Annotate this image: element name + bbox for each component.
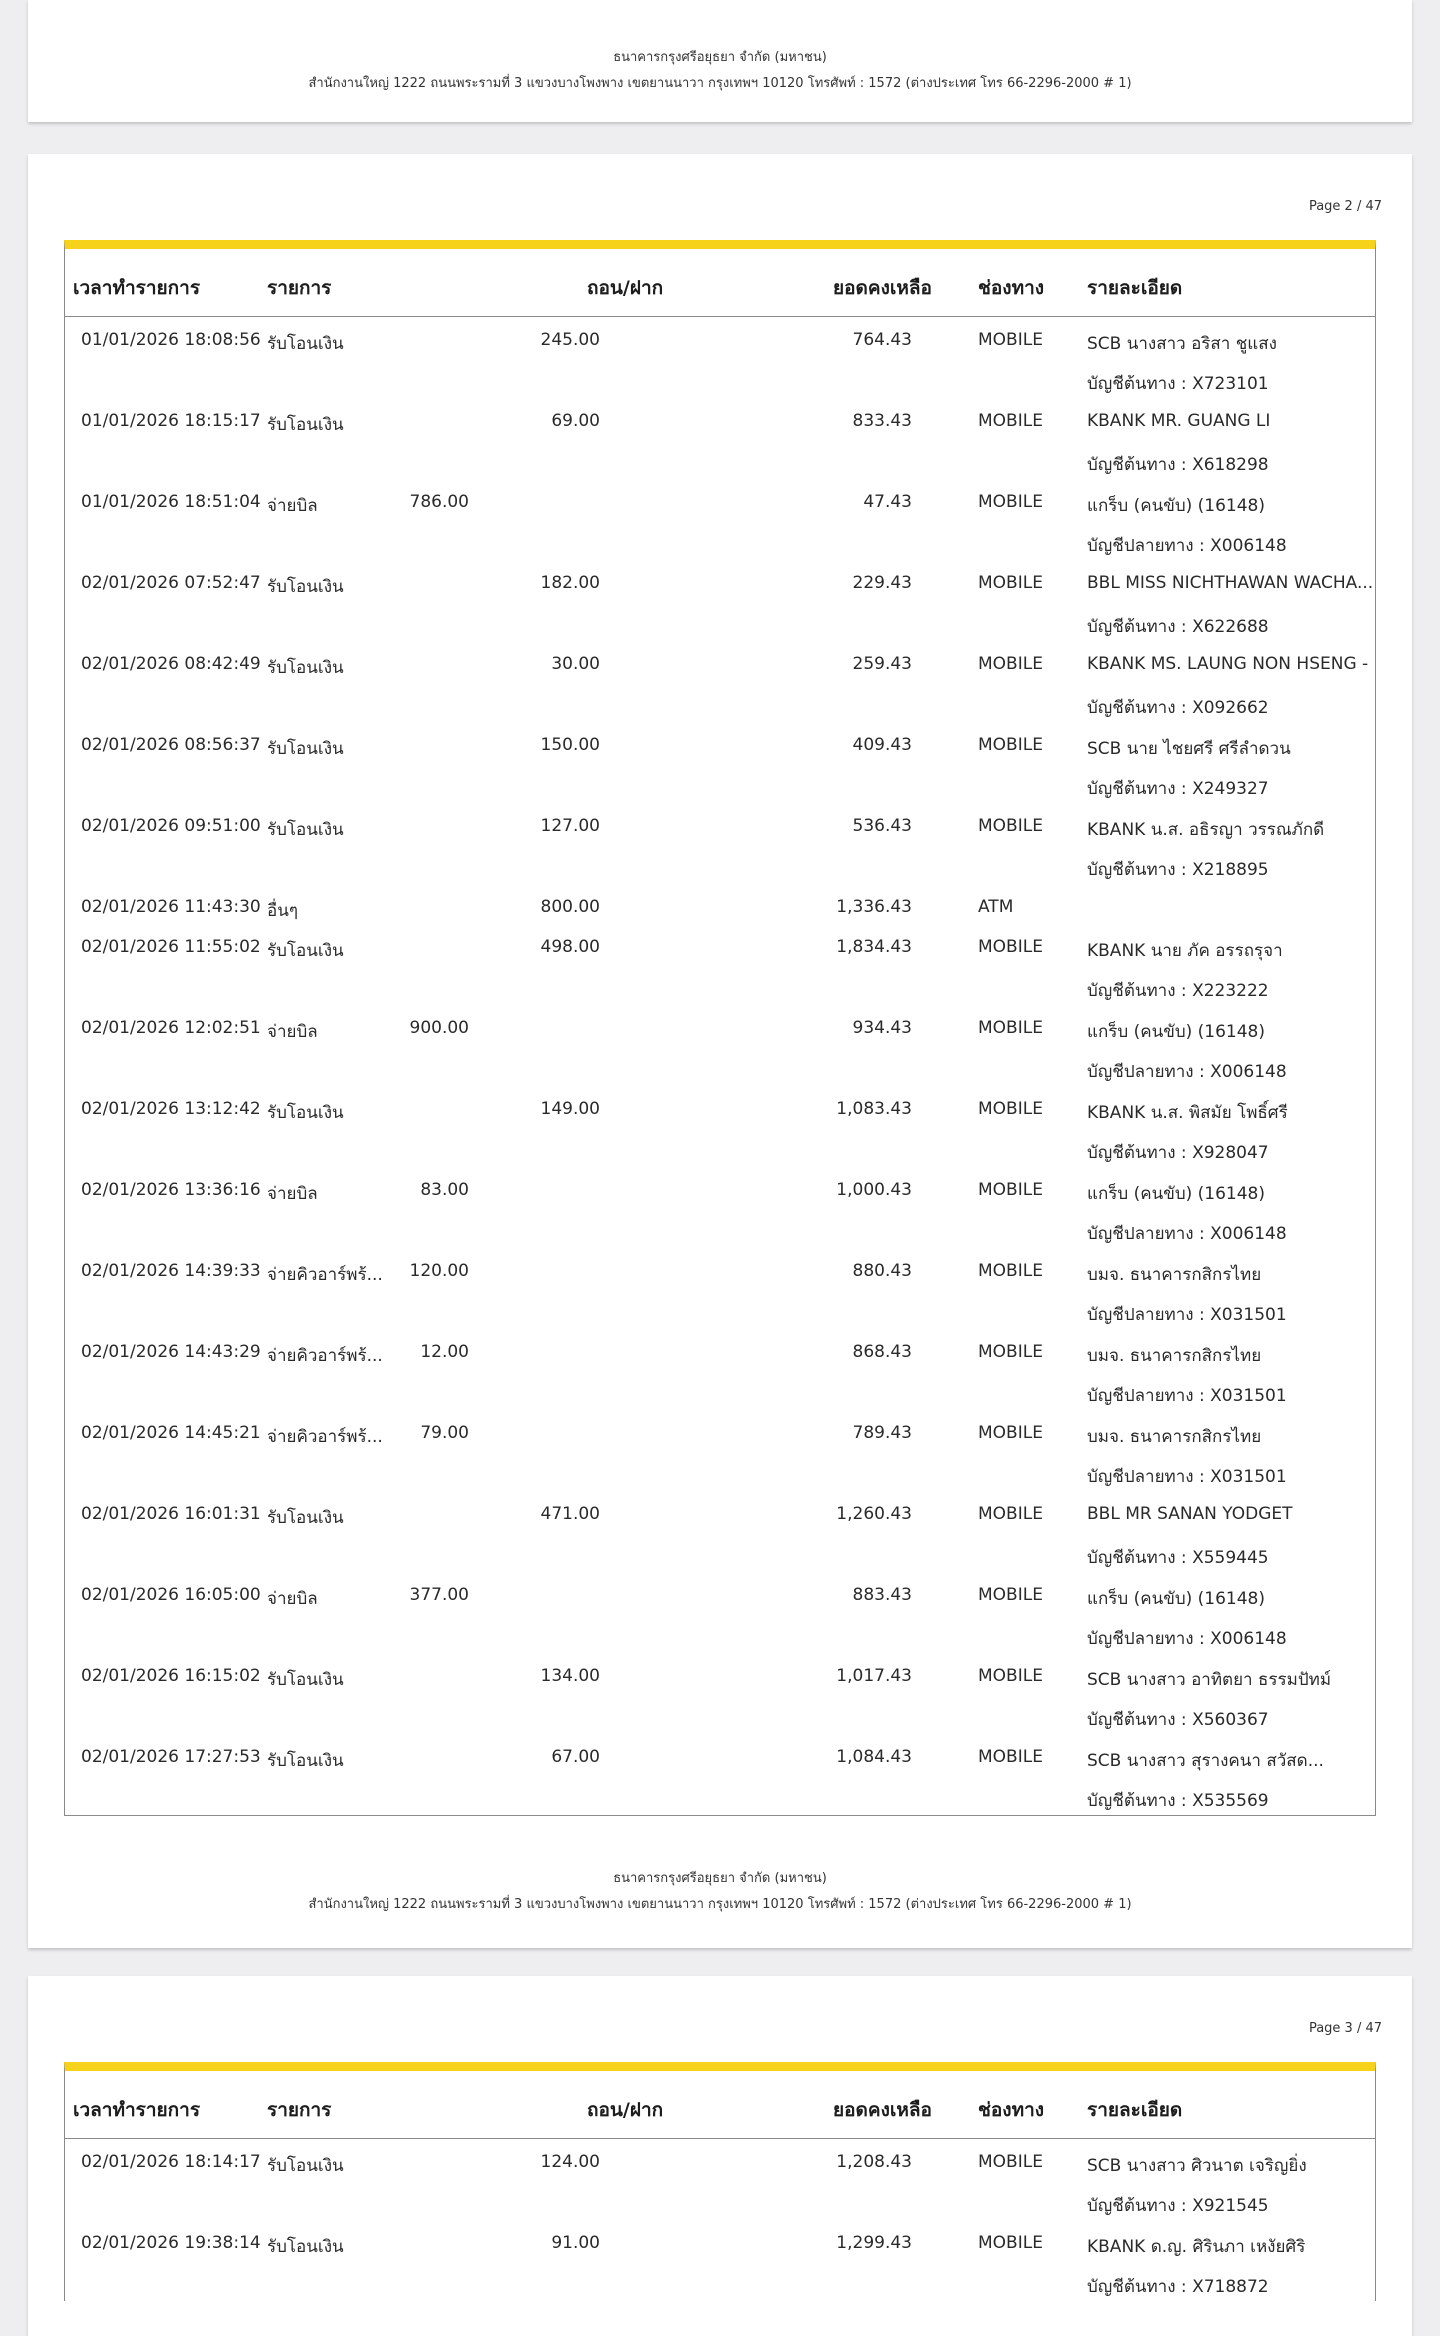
txn-channel: MOBILE [978, 1099, 1043, 1119]
txn-detail-name: แกร็บ (คนขับ) (16148) [1087, 1022, 1265, 1042]
txn-time: 02/01/2026 09:51:00 [81, 816, 261, 836]
txn-time: 02/01/2026 19:38:14 [81, 2233, 261, 2253]
txn-type: รับโอนเงิน [267, 941, 344, 961]
txn-type: รับโอนเงิน [267, 820, 344, 840]
col-header-detail: รายละเอียด [1087, 2099, 1183, 2121]
txn-deposit: 149.00 [540, 1099, 600, 1119]
transaction-row [65, 2220, 1375, 2301]
table-body [65, 317, 1375, 1815]
txn-balance: 880.43 [852, 1261, 912, 1281]
transaction-row [65, 1572, 1375, 1653]
txn-detail-name: SCB นางสาว อาทิตยา ธรรมปัทม์ [1087, 1670, 1332, 1690]
txn-channel: MOBILE [978, 1180, 1043, 1200]
txn-time: 02/01/2026 14:45:21 [81, 1423, 261, 1443]
table-header [65, 249, 1375, 317]
transaction-row [65, 560, 1375, 641]
page-number: Page 3 / 47 [1308, 2021, 1382, 2036]
txn-detail-name: KBANK ด.ญ. ศิรินภา เหงัยศิริ [1087, 2237, 1306, 2257]
txn-detail-account: บัญชีปลายทาง : X006148 [1087, 1629, 1287, 1649]
txn-type: จ่ายบิล [267, 1184, 318, 1204]
txn-time: 02/01/2026 14:39:33 [81, 1261, 261, 1281]
transaction-row [65, 1086, 1375, 1167]
transaction-row [65, 1005, 1375, 1086]
txn-balance: 1,000.43 [836, 1180, 912, 1200]
col-header-type: รายการ [267, 2099, 332, 2121]
col-header-balance: ยอดคงเหลือ [833, 277, 932, 299]
txn-type: รับโอนเงิน [267, 1103, 344, 1123]
txn-channel: MOBILE [978, 816, 1043, 836]
txn-detail-name: BBL MR SANAN YODGET [1087, 1504, 1293, 1524]
txn-detail-name: SCB นางสาว ศิวนาต เจริญยิ่ง [1087, 2156, 1307, 2176]
txn-time: 02/01/2026 13:12:42 [81, 1099, 261, 1119]
txn-channel: MOBILE [978, 1666, 1043, 1686]
txn-balance: 789.43 [852, 1423, 912, 1443]
txn-time: 02/01/2026 12:02:51 [81, 1018, 261, 1038]
txn-detail-name: KBANK MS. LAUNG NON HSENG - [1087, 654, 1369, 674]
page-1-footer-card [28, 0, 1412, 122]
txn-time: 02/01/2026 13:36:16 [81, 1180, 261, 1200]
transactions-table [64, 240, 1376, 1816]
txn-detail-account: บัญชีปลายทาง : X006148 [1087, 536, 1287, 556]
txn-detail-account: บัญชีต้นทาง : X223222 [1087, 981, 1269, 1001]
txn-type: จ่ายคิวอาร์พร้... [267, 1346, 383, 1366]
txn-type: รับโอนเงิน [267, 2156, 344, 2176]
txn-detail-account: บัญชีปลายทาง : X031501 [1087, 1467, 1287, 1487]
txn-deposit: 91.00 [551, 2233, 600, 2253]
txn-time: 02/01/2026 16:05:00 [81, 1585, 261, 1605]
txn-type: รับโอนเงิน [267, 334, 344, 354]
txn-type: รับโอนเงิน [267, 2237, 344, 2257]
txn-type: จ่ายบิล [267, 1589, 318, 1609]
txn-balance: 1,336.43 [836, 897, 912, 917]
transaction-row [65, 1734, 1375, 1815]
bank-address: สำนักงานใหญ่ 1222 ถนนพระรามที่ 3 แขวงบางโพงพาง เขตยานนาวา กรุงเทพฯ 10120 โทรศัพท์ : 1572 (ต่างประเทศ โทร 66-2296-2000 # 1) [308, 76, 1132, 91]
txn-channel: MOBILE [978, 654, 1043, 674]
txn-time: 02/01/2026 18:14:17 [81, 2152, 261, 2172]
txn-detail-name: แกร็บ (คนขับ) (16148) [1087, 496, 1265, 516]
txn-deposit: 30.00 [551, 654, 600, 674]
col-header-time: เวลาทำรายการ [73, 2099, 201, 2121]
txn-detail-account: บัญชีต้นทาง : X718872 [1087, 2277, 1269, 2297]
txn-type: จ่ายบิล [267, 1022, 318, 1042]
transaction-row [65, 1248, 1375, 1329]
txn-detail-account: บัญชีปลายทาง : X006148 [1087, 1062, 1287, 1082]
txn-detail-name: แกร็บ (คนขับ) (16148) [1087, 1589, 1265, 1609]
txn-channel: MOBILE [978, 1747, 1043, 1767]
txn-type: จ่ายบิล [267, 496, 318, 516]
txn-deposit: 800.00 [540, 897, 600, 917]
transaction-row [65, 2139, 1375, 2220]
txn-withdraw: 377.00 [409, 1585, 469, 1605]
transactions-table [64, 2062, 1376, 2301]
txn-channel: MOBILE [978, 1423, 1043, 1443]
txn-channel: MOBILE [978, 1018, 1043, 1038]
txn-withdraw: 120.00 [409, 1261, 469, 1281]
txn-channel: MOBILE [978, 2152, 1043, 2172]
txn-detail-name: SCB นางสาว อริสา ชูแสง [1087, 334, 1277, 354]
transaction-row [65, 1491, 1375, 1572]
txn-deposit: 124.00 [540, 2152, 600, 2172]
col-header-time: เวลาทำรายการ [73, 277, 201, 299]
txn-detail-name: KBANK MR. GUANG LI [1087, 411, 1271, 431]
transaction-row [65, 1167, 1375, 1248]
txn-type: รับโอนเงิน [267, 658, 344, 678]
txn-balance: 868.43 [852, 1342, 912, 1362]
txn-detail-account: บัญชีต้นทาง : X249327 [1087, 779, 1269, 799]
txn-balance: 47.43 [863, 492, 912, 512]
txn-withdraw: 786.00 [409, 492, 469, 512]
txn-time: 01/01/2026 18:51:04 [81, 492, 261, 512]
transaction-row [65, 722, 1375, 803]
txn-type: จ่ายคิวอาร์พร้... [267, 1427, 383, 1447]
txn-balance: 229.43 [852, 573, 912, 593]
txn-channel: MOBILE [978, 573, 1043, 593]
transaction-row [65, 398, 1375, 479]
txn-time: 01/01/2026 18:15:17 [81, 411, 261, 431]
txn-channel: MOBILE [978, 937, 1043, 957]
txn-detail-account: บัญชีต้นทาง : X928047 [1087, 1143, 1269, 1163]
txn-channel: MOBILE [978, 330, 1043, 350]
txn-detail-name: แกร็บ (คนขับ) (16148) [1087, 1184, 1265, 1204]
txn-deposit: 471.00 [540, 1504, 600, 1524]
txn-detail-name: BBL MISS NICHTHAWAN WACHA... [1087, 573, 1374, 593]
txn-time: 02/01/2026 16:01:31 [81, 1504, 261, 1524]
col-header-amount: ถอน/ฝาก [587, 2099, 664, 2121]
txn-deposit: 127.00 [540, 816, 600, 836]
txn-time: 01/01/2026 18:08:56 [81, 330, 261, 350]
txn-deposit: 69.00 [551, 411, 600, 431]
table-body [65, 2139, 1375, 2301]
bank-name: ธนาคารกรุงศรีอยุธยา จำกัด (มหาชน) [613, 50, 827, 65]
bank-name: ธนาคารกรุงศรีอยุธยา จำกัด (มหาชน) [613, 1871, 827, 1886]
txn-time: 02/01/2026 14:43:29 [81, 1342, 261, 1362]
txn-deposit: 150.00 [540, 735, 600, 755]
txn-time: 02/01/2026 16:15:02 [81, 1666, 261, 1686]
txn-type: รับโอนเงิน [267, 415, 344, 435]
col-header-type: รายการ [267, 277, 332, 299]
txn-channel: ATM [978, 897, 1014, 917]
txn-balance: 536.43 [852, 816, 912, 836]
txn-detail-name: บมจ. ธนาคารกสิกรไทย [1087, 1346, 1262, 1366]
bank-address: สำนักงานใหญ่ 1222 ถนนพระรามที่ 3 แขวงบางโพงพาง เขตยานนาวา กรุงเทพฯ 10120 โทรศัพท์ : 1572 (ต่างประเทศ โทร 66-2296-2000 # 1) [308, 1897, 1132, 1912]
txn-type: อื่นๆ [267, 901, 298, 921]
txn-withdraw: 12.00 [420, 1342, 469, 1362]
txn-detail-account: บัญชีต้นทาง : X092662 [1087, 698, 1269, 718]
txn-deposit: 182.00 [540, 573, 600, 593]
txn-detail-name: SCB นาย ไชยศรี ศรีลำดวน [1087, 739, 1291, 759]
txn-balance: 1,260.43 [836, 1504, 912, 1524]
txn-channel: MOBILE [978, 1504, 1043, 1524]
txn-balance: 1,299.43 [836, 2233, 912, 2253]
txn-time: 02/01/2026 08:56:37 [81, 735, 261, 755]
txn-type: รับโอนเงิน [267, 739, 344, 759]
txn-balance: 1,083.43 [836, 1099, 912, 1119]
txn-balance: 1,208.43 [836, 2152, 912, 2172]
txn-type: รับโอนเงิน [267, 577, 344, 597]
txn-deposit: 67.00 [551, 1747, 600, 1767]
txn-balance: 1,017.43 [836, 1666, 912, 1686]
transaction-row [65, 884, 1375, 924]
txn-balance: 409.43 [852, 735, 912, 755]
txn-detail-name: KBANK นาย ภัค อรรถรุจา [1087, 941, 1283, 961]
txn-detail-account: บัญชีต้นทาง : X921545 [1087, 2196, 1269, 2216]
txn-balance: 934.43 [852, 1018, 912, 1038]
transaction-row [65, 924, 1375, 1005]
txn-detail-account: บัญชีปลายทาง : X031501 [1087, 1386, 1287, 1406]
txn-balance: 764.43 [852, 330, 912, 350]
txn-detail-account: บัญชีต้นทาง : X218895 [1087, 860, 1269, 880]
txn-type: รับโอนเงิน [267, 1508, 344, 1528]
col-header-amount: ถอน/ฝาก [587, 277, 664, 299]
statement-page-3 [28, 1976, 1412, 2336]
table-header [65, 2071, 1375, 2139]
col-header-detail: รายละเอียด [1087, 277, 1183, 299]
txn-detail-name: บมจ. ธนาคารกสิกรไทย [1087, 1265, 1262, 1285]
txn-time: 02/01/2026 08:42:49 [81, 654, 261, 674]
transaction-row [65, 1410, 1375, 1491]
txn-withdraw: 900.00 [409, 1018, 469, 1038]
txn-balance: 883.43 [852, 1585, 912, 1605]
txn-type: รับโอนเงิน [267, 1670, 344, 1690]
txn-balance: 1,084.43 [836, 1747, 912, 1767]
txn-detail-account: บัญชีต้นทาง : X618298 [1087, 455, 1269, 475]
txn-deposit: 498.00 [540, 937, 600, 957]
txn-type: รับโอนเงิน [267, 1751, 344, 1771]
transaction-row [65, 803, 1375, 884]
txn-time: 02/01/2026 17:27:53 [81, 1747, 261, 1767]
txn-channel: MOBILE [978, 411, 1043, 431]
txn-detail-name: KBANK น.ส. อธิรญา วรรณภักดี [1087, 820, 1325, 840]
txn-time: 02/01/2026 11:43:30 [81, 897, 261, 917]
txn-withdraw: 79.00 [420, 1423, 469, 1443]
statement-page-2 [28, 154, 1412, 1948]
page-number: Page 2 / 47 [1308, 199, 1382, 214]
txn-deposit: 134.00 [540, 1666, 600, 1686]
col-header-channel: ช่องทาง [978, 277, 1045, 299]
txn-time: 02/01/2026 07:52:47 [81, 573, 261, 593]
txn-channel: MOBILE [978, 735, 1043, 755]
txn-balance: 833.43 [852, 411, 912, 431]
col-header-balance: ยอดคงเหลือ [833, 2099, 932, 2121]
txn-channel: MOBILE [978, 1342, 1043, 1362]
txn-channel: MOBILE [978, 1261, 1043, 1281]
txn-channel: MOBILE [978, 492, 1043, 512]
txn-deposit: 245.00 [540, 330, 600, 350]
transaction-row [65, 479, 1375, 560]
txn-detail-name: บมจ. ธนาคารกสิกรไทย [1087, 1427, 1262, 1447]
txn-detail-account: บัญชีปลายทาง : X031501 [1087, 1305, 1287, 1325]
transaction-row [65, 1329, 1375, 1410]
txn-time: 02/01/2026 11:55:02 [81, 937, 261, 957]
txn-detail-account: บัญชีต้นทาง : X535569 [1087, 1791, 1269, 1811]
txn-detail-account: บัญชีต้นทาง : X559445 [1087, 1548, 1269, 1568]
transaction-row [65, 1653, 1375, 1734]
txn-channel: MOBILE [978, 1585, 1043, 1605]
transaction-row [65, 317, 1375, 398]
txn-type: จ่ายคิวอาร์พร้... [267, 1265, 383, 1285]
transaction-row [65, 641, 1375, 722]
txn-detail-account: บัญชีต้นทาง : X622688 [1087, 617, 1269, 637]
txn-balance: 1,834.43 [836, 937, 912, 957]
txn-detail-account: บัญชีต้นทาง : X723101 [1087, 374, 1269, 394]
txn-detail-name: SCB นางสาว สุรางคนา สวัสด... [1087, 1751, 1324, 1771]
txn-channel: MOBILE [978, 2233, 1043, 2253]
txn-withdraw: 83.00 [420, 1180, 469, 1200]
txn-detail-name: KBANK น.ส. พิสมัย โพธิ์ศรี [1087, 1103, 1288, 1123]
col-header-channel: ช่องทาง [978, 2099, 1045, 2121]
txn-balance: 259.43 [852, 654, 912, 674]
txn-detail-account: บัญชีปลายทาง : X006148 [1087, 1224, 1287, 1244]
txn-detail-account: บัญชีต้นทาง : X560367 [1087, 1710, 1269, 1730]
